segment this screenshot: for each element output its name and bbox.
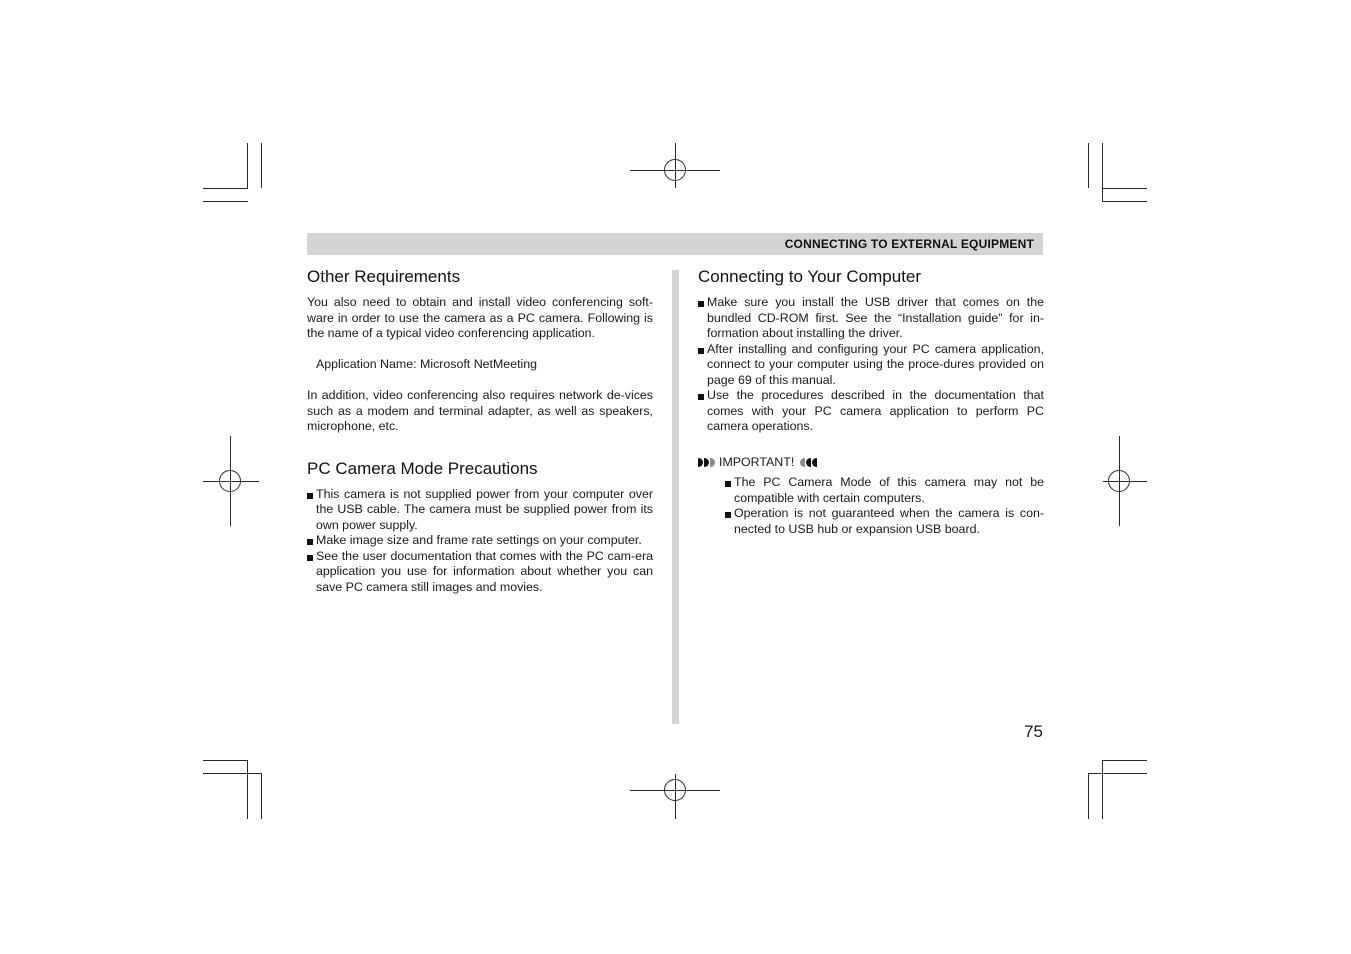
list-item: The PC Camera Mode of this camera may not be compatible with certain computers. [725, 475, 1044, 506]
precautions-heading: PC Camera Mode Precautions [307, 458, 538, 478]
list-item: Make image size and frame rate settings on your computer. [307, 533, 653, 549]
header-band [307, 233, 1043, 255]
important-list [725, 475, 1044, 537]
other-requirements-para-1: You also need to obtain and install video conferencing soft-ware in order to use the camera as a PC camera. Following is the name of a typical video conferencing application. [307, 295, 653, 340]
square-bullet-icon [698, 348, 704, 354]
square-bullet-icon [725, 481, 731, 487]
column-divider [672, 270, 679, 724]
important-label: IMPORTANT! [719, 454, 795, 469]
application-name: Application Name: Microsoft NetMeeting [316, 357, 538, 371]
right-column [698, 266, 1044, 537]
section-title: CONNECTING TO EXTERNAL EQUIPMENT [784, 237, 1034, 251]
square-bullet-icon [725, 512, 731, 518]
square-bullet-icon [698, 301, 704, 307]
square-bullet-icon [698, 394, 704, 400]
important-right-arrows-icon [698, 458, 715, 467]
important-left-arrows-icon [800, 458, 817, 467]
connecting-list [698, 295, 1044, 435]
list-item: Operation is not guaranteed when the camera is con-nected to USB hub or expansion USB board. [725, 506, 1044, 537]
square-bullet-icon [307, 555, 313, 561]
list-item: Make sure you install the USB driver that comes on the bundled CD-ROM first. See the “Installation guide” for in-formation about installing the driver. [698, 295, 1044, 342]
precautions-list [307, 487, 653, 596]
connecting-heading: Connecting to Your Computer [698, 267, 922, 286]
other-requirements-para-2: In addition, video conferencing also requires network de-vices such as a modem and terminal adapter, as well as speakers, microphone, etc. [307, 388, 653, 433]
left-column [307, 266, 653, 595]
square-bullet-icon [307, 539, 313, 545]
other-requirements-heading: Other Requirements [307, 267, 461, 286]
important-notice [698, 455, 1044, 471]
list-item: Use the procedures described in the documentation that comes with your PC camera application to perform PC camera operations. [698, 388, 1044, 435]
page-number: 75 [1024, 722, 1043, 741]
square-bullet-icon [307, 493, 313, 499]
list-item: After installing and configuring your PC camera application, connect to your computer using the proce-dures provided on page 69 of this manual. [698, 342, 1044, 389]
list-item: This camera is not supplied power from your computer over the USB cable. The camera must be supplied power from its own power supply. [307, 487, 653, 534]
list-item: See the user documentation that comes with the PC cam-era application you use for information about whether you can save PC camera still images and movies. [307, 549, 653, 596]
